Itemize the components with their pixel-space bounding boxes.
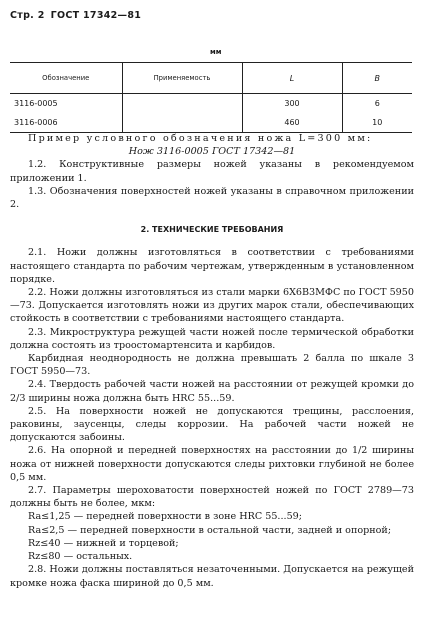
paragraph-1-3: 1.3. Обозначения поверхностей ножей указаны в справочном приложении 2. [10,185,414,211]
paragraph-2-2: 2.2. Ножи должны изготовляться из стали марки 6Х6В3МФС по ГОСТ 5950—73. Допускается изготовлять ножи из других марок стали, обеспечивающих стойкость в соответствии с требованиями настоящего стандарта. [10,287,414,325]
cell-width: 10 [342,113,412,133]
page-number: Стр. 2 [10,10,45,21]
dimensions-table [10,62,412,133]
cell-designation: 3116-0005 [10,94,122,114]
cell-designation: 3116-0006 [10,113,122,133]
paragraph-2-3: 2.3. Микроструктура режущей части ножей после термической обработки должна состоять из троостомартенсита и карбидов. [10,326,414,351]
paragraph-2-6: 2.6. На опорной и передней поверхностях на расстоянии до 1/2 ширины ножа от нижней поверхности допускаются следы рихтовки глубиной не более 0,5 мм. [10,445,414,483]
paragraph-2-3-carbide: Карбидная неоднородность не должна превышать 2 балла по шкале 3 ГОСТ 5950—73. [10,353,414,378]
cell-usage [122,113,242,133]
table-row [10,94,412,114]
roughness-item: Rz≤40 — нижней и торцевой; [28,537,179,549]
cell-length: 460 [242,113,342,133]
body-text [10,132,414,590]
paragraph-1-2: 1.2. Конструктивные размеры ножей указаны в рекомендуемом приложении 1. [10,159,414,184]
section-title: 2. ТЕХНИЧЕСКИЕ ТРЕБОВАНИЯ [140,225,284,235]
roughness-item: Rz≤80 — остальных. [28,551,133,563]
cell-width: 6 [374,99,380,108]
column-header-designation: Обозначение [10,63,122,94]
example-designation: Нож 3116-0005 ГОСТ 17342—81 [128,146,296,158]
column-header-usage: Применяемость [122,63,242,94]
paragraph-2-4: 2.4. Твердость рабочей части ножей на расстоянии от режущей кромки до 2/3 ширины ножа должна быть HRC 55...59. [10,379,414,404]
paragraph-2-1: 2.1. Ножи должны изготовляться в соответствии с требованиями настоящего стандарта по рабочим чертежам, утвержденным в установленном порядке. [10,247,414,285]
example-caption: Пример условного обозначения ножа L=300 мм: [28,133,373,144]
roughness-item: Ra≤1,25 — передней поверхности в зоне HRC 55...59; [28,511,303,523]
column-header-length: L [242,63,342,94]
paragraph-2-7: 2.7. Параметры шероховатости поверхностей ножей по ГОСТ 2789—73 должны быть не более, мкм: [10,485,414,510]
column-header-width: B [342,63,412,94]
table-row [10,113,412,133]
paragraph-2-5: 2.5. На поверхности ножей не допускаются трещины, расслоения, раковины, заусенцы, следы коррозии. На рабочей части ножей не допускаются забоины. [10,405,414,444]
paragraph-2-8: 2.8. Ножи должны поставляться незаточенными. Допускается на режущей кромке ножа фаска шириной до 0,5 мм. [10,564,414,589]
roughness-item: Ra≤2,5 — передней поверхности в остальной части, задней и опорной; [28,524,392,536]
cell-length: 300 [242,94,342,114]
running-head [10,10,141,21]
standard-number: ГОСТ 17342—81 [50,10,142,21]
table-units: мм [210,48,222,56]
table-header-row [10,63,412,94]
cell-usage [122,94,242,114]
